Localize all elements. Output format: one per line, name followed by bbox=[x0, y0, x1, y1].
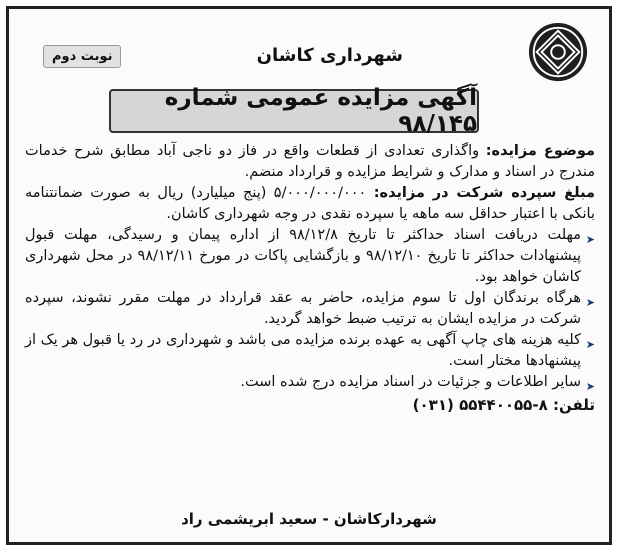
subject-text: واگذاری تعدادی از قطعات واقع در فاز دو ناجی آباد مطابق شرح خدمات مندرج در اسناد و مدارک و شرایط مزایده و قرارداد منضم. bbox=[25, 143, 595, 180]
deposit-paragraph bbox=[25, 183, 595, 225]
municipality-logo-icon bbox=[527, 21, 589, 83]
deposit-label: مبلغ سپرده شرکت در مزایده: bbox=[373, 185, 595, 201]
arrow-bullet-icon: ➤ bbox=[585, 338, 595, 351]
notice-page bbox=[6, 6, 612, 545]
subject-label: موضوع مزایده: bbox=[485, 143, 595, 159]
arrow-bullet-icon: ➤ bbox=[585, 233, 595, 246]
list-item: ➤ هرگاه برندگان اول تا سوم مزایده، حاضر به عقد قرارداد در مهلت مقرر نشوند، سپرده شرکت در مزایده ایشان به ترتیب ضبط خواهد گردید. bbox=[25, 290, 595, 327]
list-item: ➤ کلیه هزینه های چاپ آگهی به عهده برنده مزایده می باشد و شهرداری در رد یا قبول هر یک از پیشنهادها مختار است. bbox=[25, 332, 595, 369]
phone-number: تلفن: ۸-۵۵۴۴۰۰۵۵ (۰۳۱) bbox=[412, 396, 595, 414]
signature-line: شهردارکاشان - سعید ابریشمی راد bbox=[181, 510, 437, 528]
notice-body bbox=[25, 141, 595, 416]
conditions-list bbox=[25, 225, 595, 393]
list-item: ➤ مهلت دریافت اسناد حداکثر تا تاریخ ۹۸/۱۲/۸ از اداره پیمان و رسیدگی، مهلت قبول پیشنهادات حداکثر تا تاریخ ۹۸/۱۲/۱۰ و بازگشایی پاکات در مورخ ۹۸/۱۲/۱۱ در محل شهرداری کاشان خواهد بود. bbox=[25, 227, 595, 285]
list-item: ➤ سایر اطلاعات و جزئیات در اسناد مزایده درج شده است. bbox=[25, 372, 595, 393]
arrow-bullet-icon: ➤ bbox=[585, 296, 595, 309]
notice-title: آگهی مزایده عمومی شماره ۹۸/۱۴۵ bbox=[109, 89, 479, 133]
arrow-bullet-icon: ➤ bbox=[585, 380, 595, 393]
deposit-text: ۵/۰۰۰/۰۰۰/۰۰۰ (پنج میلیارد) ریال به صورت ضمانتنامه بانکی با اعتبار حداقل سه ماهه یا سپرده نقدی در وجه شهرداری کاشان. bbox=[25, 185, 595, 222]
subject-paragraph bbox=[25, 141, 595, 183]
publication-badge: نوبت دوم bbox=[43, 45, 121, 68]
notice-header bbox=[15, 15, 603, 95]
org-name: شهرداری کاشان bbox=[256, 45, 403, 66]
